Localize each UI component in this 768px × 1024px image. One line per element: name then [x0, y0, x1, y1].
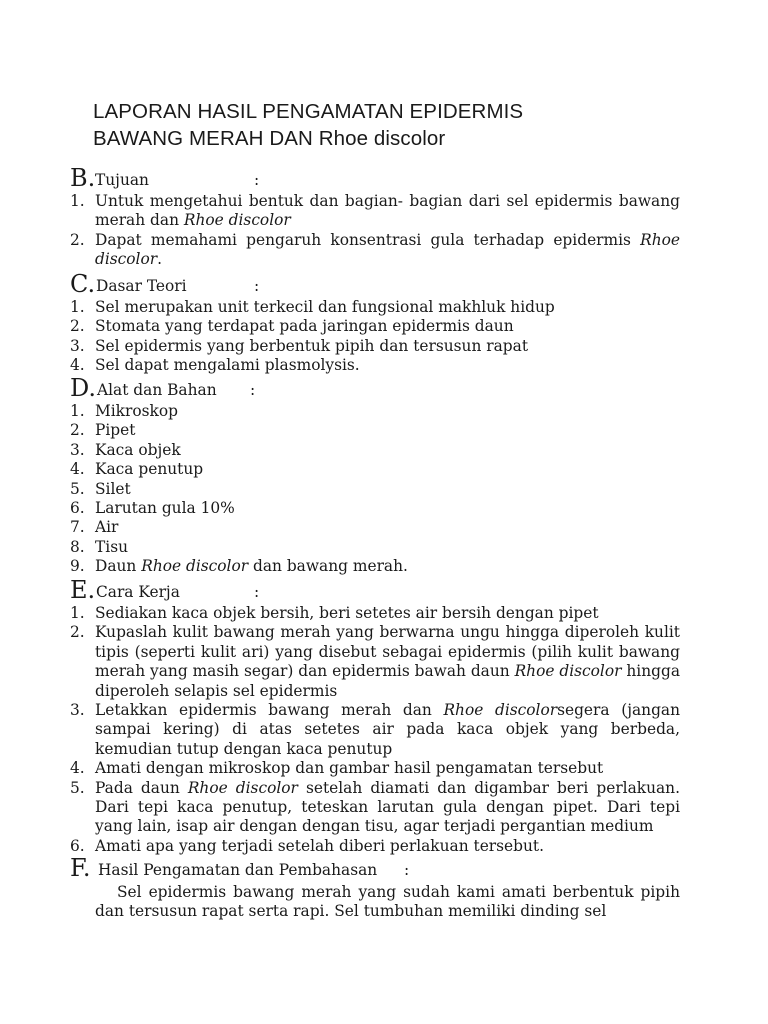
list-item — [70, 231, 680, 270]
item-italic: Rhoe discolor — [95, 230, 680, 269]
item-number: 4. — [70, 759, 85, 778]
item-text: Larutan gula 10% — [95, 499, 235, 518]
list-item — [70, 421, 680, 440]
hasil-paragraph: Sel epidermis bawang merah yang sudah kami amati berbentuk pipih dan tersusun rapat serta rapi. Sel tumbuhan memiliki dinding sel — [95, 883, 680, 921]
item-text: Stomata yang terdapat pada jaringan epidermis daun — [95, 317, 514, 336]
item-number: 4. — [70, 460, 85, 479]
item-text: Mikroskop — [95, 402, 178, 420]
item-number: 5. — [70, 778, 85, 797]
list-item — [70, 837, 680, 856]
section-dasar-teori — [70, 270, 680, 376]
list-item — [70, 779, 680, 837]
section-heading: Hasil Pengamatan dan Pembahasan — [98, 861, 378, 879]
item-number: 8. — [70, 537, 85, 556]
title-line-2: BAWANG MERAH DAN Rhoe discolor — [93, 127, 446, 150]
item-text: Untuk mengetahui bentuk dan bagian- bagian dari sel epidermis bawang merah dan — [95, 192, 680, 230]
section-colon: : — [250, 381, 256, 399]
cara-kerja-list — [70, 604, 680, 856]
item-italic: Rhoe discolor — [141, 557, 249, 576]
section-letter: E. — [70, 576, 96, 604]
section-letter: F. — [70, 854, 91, 882]
list-item — [70, 518, 680, 537]
item-text: Daun — [95, 557, 142, 576]
section-heading: Alat dan Bahan — [97, 381, 217, 399]
item-number: 1. — [70, 604, 85, 622]
dasar-teori-list — [70, 298, 680, 376]
item-text: Sediakan kaca objek bersih, beri setetes air bersih dengan pipet — [95, 604, 599, 622]
section-hasil-pengamatan — [70, 854, 680, 922]
item-text: Kupaslah kulit bawang merah yang berwarna ungu hingga diperoleh kulit tipis (seperti kulit ari) yang disebut sebagai epidermis (pilih kulit bawang merah yang masih segar) dan epidermis bawah daun — [95, 623, 680, 681]
item-number: 1. — [70, 192, 85, 210]
list-item — [70, 499, 680, 518]
item-number: 7. — [70, 518, 85, 537]
item-text: Dapat memahami pengaruh konsentrasi gula terhadap epidermis — [95, 230, 641, 249]
section-header — [70, 270, 680, 298]
section-tujuan — [70, 164, 680, 270]
item-text: Kaca penutup — [95, 460, 204, 479]
item-italic: Rhoe discolor — [183, 211, 291, 230]
item-text-post: . — [157, 250, 163, 269]
item-number: 6. — [70, 499, 85, 518]
list-item — [70, 701, 680, 759]
item-text-post: hingga diperoleh selapis sel epidermis — [95, 662, 680, 700]
list-item — [70, 759, 680, 778]
list-item — [70, 441, 680, 460]
item-text: Sel epidermis yang berbentuk pipih dan tersusun rapat — [95, 336, 529, 355]
section-alat-dan-bahan — [70, 374, 680, 577]
item-text: Pipet — [95, 421, 136, 440]
item-text: Silet — [95, 479, 131, 498]
item-text: Tisu — [95, 537, 128, 556]
section-heading: Dasar Teori — [96, 277, 187, 295]
item-number: 3. — [70, 336, 85, 355]
item-text: Pada daun — [95, 778, 188, 797]
item-text: Air — [95, 518, 119, 537]
section-heading: Cara Kerja — [96, 583, 180, 601]
item-text-post: dan bawang merah. — [248, 557, 408, 576]
list-item — [70, 356, 680, 375]
item-number: 9. — [70, 557, 85, 576]
section-colon: : — [254, 277, 260, 295]
item-number: 5. — [70, 479, 85, 498]
item-number: 1. — [70, 298, 85, 316]
item-number: 2. — [70, 623, 85, 642]
item-text: Amati apa yang terjadi setelah diberi perlakuan tersebut. — [95, 836, 545, 855]
item-italic: Rhoe discolor — [514, 662, 622, 681]
tujuan-list — [70, 192, 680, 270]
alat-bahan-list — [70, 402, 680, 577]
section-header — [70, 576, 680, 604]
section-letter: C. — [70, 270, 96, 298]
list-item — [70, 623, 680, 701]
section-cara-kerja — [70, 576, 681, 856]
item-number: 2. — [70, 317, 85, 336]
section-header — [70, 164, 680, 192]
list-item — [70, 557, 680, 576]
item-text: Sel merupakan unit terkecil dan fungsional makhluk hidup — [95, 298, 555, 316]
list-item — [70, 604, 680, 623]
section-header — [70, 854, 680, 882]
item-text: Sel dapat mengalami plasmolysis. — [95, 356, 360, 375]
section-colon: : — [254, 171, 260, 189]
list-item — [70, 192, 680, 231]
item-text: Amati dengan mikroskop dan gambar hasil pengamatan tersebut — [95, 759, 604, 778]
item-italic: Rhoe discolor — [187, 778, 298, 797]
item-text: Letakkan epidermis bawang merah dan — [95, 701, 444, 720]
item-number: 1. — [70, 402, 85, 420]
section-colon: : — [404, 861, 410, 879]
list-item — [70, 402, 680, 421]
list-item — [70, 298, 680, 317]
item-number: 2. — [70, 230, 85, 249]
section-header — [70, 374, 680, 402]
item-text: Kaca objek — [95, 440, 181, 459]
item-italic: Rhoe discolor — [443, 701, 558, 720]
item-number: 4. — [70, 356, 85, 375]
section-heading: Tujuan — [95, 171, 149, 189]
page-title — [93, 98, 693, 152]
item-text-post: segera (jangan sampai kering) di atas setetes air pada kaca objek yang berbeda, kemudian tutup dengan kaca penutup — [95, 701, 681, 758]
item-text-post: setelah diamati dan digambar beri perlakuan. Dari tepi kaca penutup, teteskan larutan gula dengan pipet. Dari tepi yang lain, isap air dengan dengan tisu, agar terjadi pergantian medium — [95, 778, 680, 836]
section-letter: D. — [70, 374, 97, 402]
list-item — [70, 480, 680, 499]
item-number: 3. — [70, 440, 85, 459]
item-number: 2. — [70, 421, 85, 440]
list-item — [70, 460, 680, 479]
item-number: 3. — [70, 701, 85, 720]
title-line-1: LAPORAN HASIL PENGAMATAN EPIDERMIS — [93, 100, 524, 123]
list-item — [70, 317, 680, 336]
list-item — [70, 337, 680, 356]
section-letter: B. — [70, 164, 96, 192]
item-number: 6. — [70, 836, 85, 855]
list-item — [70, 538, 680, 557]
section-colon: : — [254, 583, 260, 601]
